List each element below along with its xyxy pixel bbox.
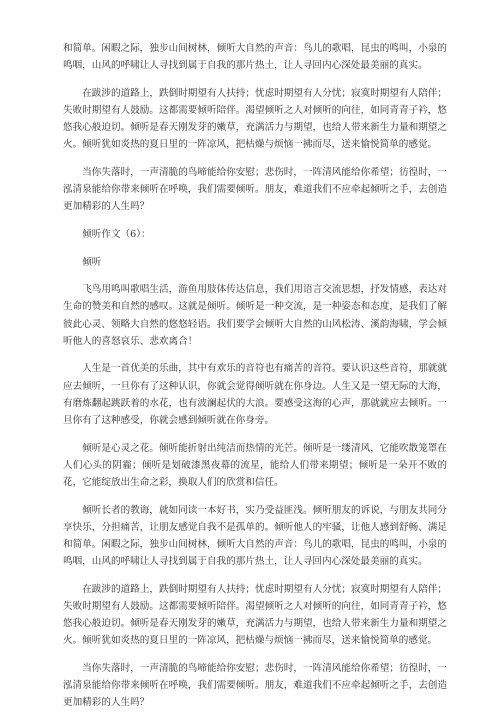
paragraph-5: 人生是一首优美的乐曲，其中有欢乐的音符也有痛苦的音符。要认识这些音符，那就就应去倾听，一旦你有了这种认识，你就会觉得倾听就在你身边。人生又是一望无际的大海，有磨炼翻起跳跃着的水花，也有波澜起伏的大浪。要感受这海的心声，那就就应去倾听。一旦你有了这种感受，你就会感到倾听就在你身旁。 — [63, 363, 447, 426]
paragraph-1: 和简单。闲暇之际，独步山间树林，倾听大自然的声音：鸟儿的歌唱，昆虫的鸣叫，小泉的鸣咽，山风的呼啸让人寻找到属于自我的那片热土，让人寻回内心深处最美丽的真实。 — [63, 43, 447, 72]
paragraph-7: 倾听长者的教诲，就如同读一本好书，实乃受益匪浅。倾听朋友的诉说，与朋友共同分享快乐，分担痛苦，让朋友感觉自我不是孤单的。倾听他人的牢骚，让他人感到舒畅、满足和简单。闲暇之际，独步山间树林，倾听大自然的声音：鸟儿的歌唱，昆虫的鸣叫，小泉的鸣咽，山风的呼啸让人寻找到属于自我的那片热土，让人寻回内心深处最美丽的真实。 — [63, 504, 447, 568]
essay-title: 倾听 — [82, 256, 102, 268]
paragraph-2: 在跋涉的道路上，跌倒时期望有人扶持；忧虑时期望有人分忧；寂寞时期望有人陪伴；失败时期望有人鼓励。这都需要倾听陪伴。渴望倾听之人对倾听的向往，如同青青子衿，悠悠我心般迫切。倾听是春天刚发芽的嫩草，充满活力与期望，也给人带来新生力量和期望之火。倾听犹如炎热的夏日里的一阵凉风，把枯燥与烦恼一拂而尽，送来愉悦简单的感觉。 — [63, 87, 447, 151]
paragraph-6: 倾听是心灵之花。倾听能折射出纯洁而热情的光芒。倾听是一缕清风，它能吹散笼罩在人们心头的阴霾；倾听是划破漆黑夜幕的流星，能给人们带来期望；倾听是一朵开不败的花，它能绽放出生命之彩，换取人们的欣赏和信任。 — [63, 442, 447, 488]
paragraph-3: 当你失落时，一声清脆的鸟啼能给你安慰；悲伤时，一阵清风能给你希望；彷徨时，一泓清泉能给你带来倾听在呼唤，我们需要倾听。朋友，难道我们不应牵起倾听之手，去创造更加精彩的人生吗？ — [63, 167, 447, 213]
paragraph-8: 在跋涉的道路上，跌倒时期望有人扶持；忧虑时期望有人分忧；寂寞时期望有人陪伴；失败时期望有人鼓励。这都需要倾听陪伴。渴望倾听之人对倾听的向往，如同青青子衿，悠悠我心般迫切。倾听是春天刚发芽的嫩草，充满活力与期望，也给人带来新生力量和期望之火。倾听犹如炎热的夏日里的一阵凉风，把枯燥与烦恼一拂而尽，送来愉悦简单的感觉。 — [63, 583, 447, 647]
section-heading: 倾听作文（6）： — [82, 229, 151, 240]
paragraph-9: 当你失落时，一声清脆的鸟啼能给你安慰；悲伤时，一阵清风能给你希望；彷徨时，一泓清泉能给你带来倾听在呼唤，我们需要倾听。朋友，难道我们不应牵起倾听之手，去创造更加精彩的人生吗？ — [63, 663, 447, 709]
paragraph-4: 飞鸟用鸣叫歌唱生活，游鱼用肢体传达信息，我们用语言交流思想，抒发情感，表达对生命的赞美和自然的感叹。这就是倾听。倾听是一种交流，是一种姿态和态度，是我们了解彼此心灵、领略大自然的悠悠轻语。我们要学会倾听大自然的山风松涛、溪韵海啸，学会倾听他人的喜怒哀乐、悲欢离合！ — [63, 284, 447, 347]
